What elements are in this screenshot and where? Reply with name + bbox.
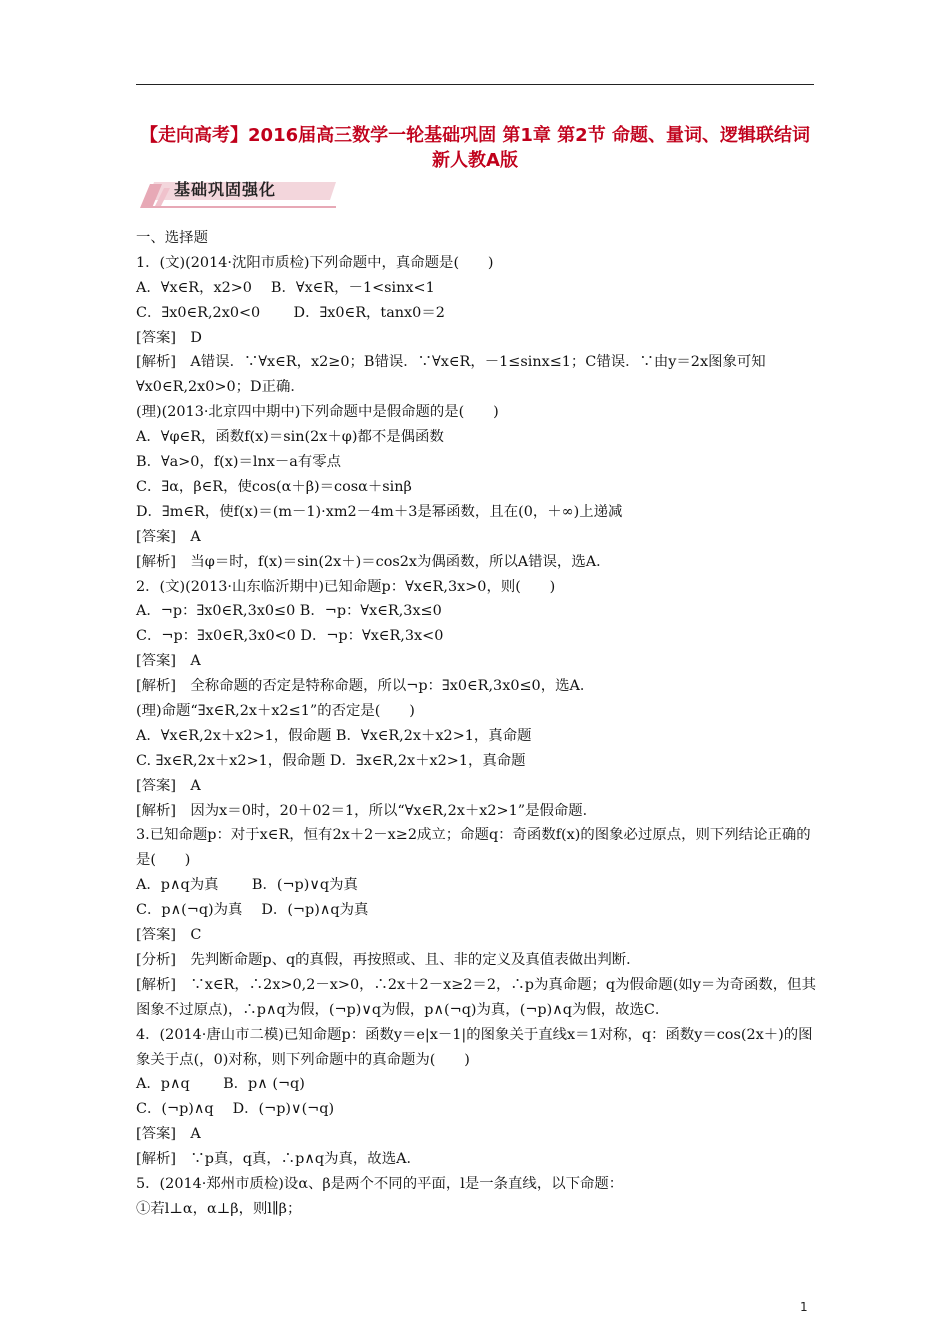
analysis: [解析] 因为x＝0时，20＋02＝1，所以“∀x∈R,2x＋x2>1”是假命题． (136, 802, 598, 819)
options-cd: C．(¬p)∧q D．(¬p)∨(¬q) (136, 1101, 335, 1118)
answer: [答案] A (136, 777, 201, 794)
banner-title: 基础巩固强化 (174, 180, 277, 199)
question-5: 5．(2014·郑州市质检)设α、β是两个不同的平面，l是一条直线，以下命题： (136, 1175, 624, 1192)
page-number: 1 (800, 1300, 808, 1314)
option-d: D．∃m∈R，使f(x)＝(m－1)·xm2－4m＋3是幂函数，且在(0，＋∞)上递减 (136, 503, 623, 520)
options-ab: A．∀x∈R，x2>0 B．∀x∈R，－1<sinx<1 (136, 279, 435, 296)
option-c: C．∃α，β∈R，使cos(α＋β)＝cosα＋sinβ (136, 478, 412, 495)
options-ab: A．p∧q为真 B．(¬p)∨q为真 (136, 877, 358, 894)
question-2-wen: 2．(文)(2013·山东临沂期中)已知命题p：∀x∈R,3x>0，则( ) (136, 578, 556, 595)
options-cd: C．p∧(¬q)为真 D．(¬p)∧q为真 (136, 902, 369, 919)
options-ab: A．∀x∈R,2x＋x2>1，假命题 B．∀x∈R,2x＋x2>1，真命题 (136, 727, 532, 744)
answer: [答案] D (136, 329, 202, 346)
options-cd: C．∃x0∈R,2x0<0 D．∃x0∈R，tanx0＝2 (136, 304, 445, 321)
question-1-li: (理)(2013·北京四中期中)下列命题中是假命题的是( ) (136, 404, 499, 421)
analysis: [解析] ∵x∈R，∴2x>0,2－x>0，∴2x＋2－x≥2＝2，∴p为真命题；q为假命题(如y＝为奇函数，但其图象不过原点)，∴p∧q为假，(¬p)∨q为假，p∧(¬q)为真，(¬p)∧q为假，故选C． (136, 976, 816, 1018)
answer: [答案] A (136, 528, 201, 545)
answer: [答案] A (136, 653, 201, 670)
options-ab: A．¬p：∃x0∈R,3x0≤0 B．¬p：∀x∈R,3x≤0 (136, 603, 442, 620)
section-banner (140, 174, 340, 210)
question-1-wen: 1．(文)(2014·沈阳市质检)下列命题中，真命题是( ) (136, 254, 494, 271)
header-rule (136, 84, 814, 85)
section-heading: 一、选择题 (136, 230, 208, 246)
option-a: A．∀φ∈R，函数f(x)＝sin(2x＋φ)都不是偶函数 (136, 429, 444, 446)
answer: [答案] C (136, 927, 202, 943)
options-cd: C. ∃x∈R,2x＋x2>1，假命题 D．∃x∈R,2x＋x2>1，真命题 (136, 752, 526, 769)
answer: [答案] A (136, 1126, 201, 1143)
statement-1: ①若l⊥α，α⊥β，则l∥β； (136, 1200, 302, 1217)
analysis: [解析] A错误．∵∀x∈R，x2≥0；B错误．∵∀x∈R，－1≤sinx≤1；C错误．∵由y＝2x图象可知∀x0∈R,2x0>0；D正确． (136, 354, 766, 396)
options-ab: A．p∧q B．p∧ (¬q) (136, 1076, 305, 1093)
question-2-li: (理)命题“∃x∈R,2x＋x2≤1”的否定是( ) (136, 702, 415, 719)
document-title: 【走向高考】2016届高三数学一轮基础巩固 第1章 第2节 命题、量词、逻辑联结词 新人教A版 (140, 125, 810, 171)
options-cd: C．¬p：∃x0∈R,3x0<0 D．¬p：∀x∈R,3x<0 (136, 628, 444, 645)
question-3: 3.已知命题p：对于x∈R，恒有2x＋2－x≥2成立；命题q：奇函数f(x)的图象必过原点，则下列结论正确的是( ) (136, 827, 811, 869)
method-note: [分析] 先判断命题p、q的真假，再按照或、且、非的定义及真值表做出判断． (136, 951, 641, 968)
analysis: [解析] 全称命题的否定是特称命题，所以¬p：∃x0∈R,3x0≤0，选A． (136, 678, 595, 695)
document-body (136, 226, 816, 1222)
question-4: 4．(2014·唐山市二模)已知命题p：函数y＝e|x－1|的图象关于直线x＝1对称，q：函数y＝cos(2x＋)的图象关于点(，0)对称，则下列命题中的真命题为( ) (136, 1026, 813, 1068)
analysis: [解析] 当φ＝时，f(x)＝sin(2x＋)＝cos2x为偶函数，所以A错误，选A． (136, 553, 611, 570)
analysis: [解析] ∵p真，q真，∴p∧q为真，故选A． (136, 1151, 421, 1168)
option-b: B．∀a>0，f(x)＝lnx－a有零点 (136, 454, 342, 471)
